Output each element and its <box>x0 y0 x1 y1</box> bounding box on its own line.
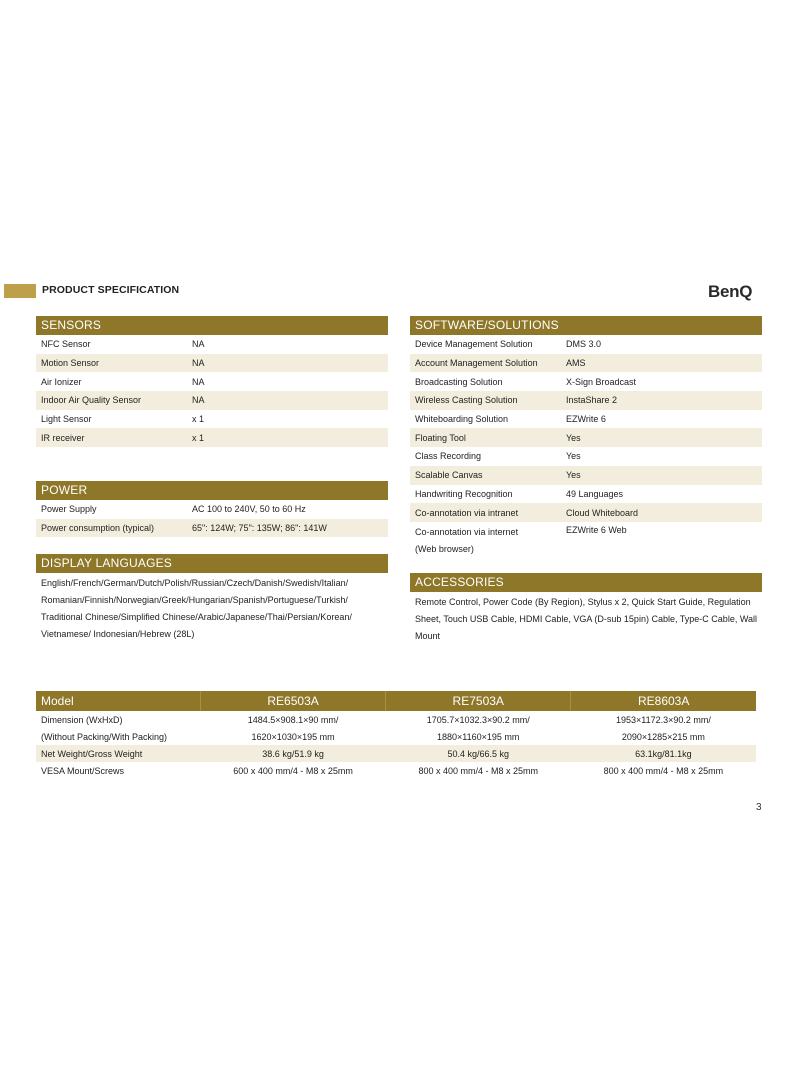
table-row <box>410 485 762 504</box>
column-header-re7503a: RE7503A <box>386 691 571 711</box>
spec-value: Cloud Whiteboard <box>561 503 762 522</box>
accessories-text: Remote Control, Power Code (By Region), Stylus x 2, Quick Start Guide, Regulation Sheet, Touch USB Cable, HDMI Cable, VGA (D-sub 15pin) Cable, Type-C Cable, Wall Mount <box>415 597 757 641</box>
table-row <box>410 354 762 373</box>
table-cell: 1705.7×1032.3×90.2 mm/ <box>426 714 530 725</box>
spec-key: Account Management Solution <box>410 354 561 373</box>
table-cell: 600 x 400 mm/4 - M8 x 25mm <box>233 765 353 776</box>
spec-key: Power consumption (typical) <box>36 519 187 538</box>
spec-key: Power Supply <box>41 504 97 515</box>
page-number: 3 <box>756 802 762 813</box>
spec-value: 49 Languages <box>566 488 624 499</box>
software-table <box>410 335 762 558</box>
spec-key-line-2: (Web browser) <box>415 543 474 554</box>
spec-key: NFC Sensor <box>41 339 91 350</box>
spec-value: NA <box>187 391 388 410</box>
sensors-section <box>36 316 388 447</box>
table-row <box>410 522 762 558</box>
spec-value: EZWrite 6 Web <box>566 524 627 535</box>
table-cell: 50.4 kg/66.5 kg <box>386 745 571 762</box>
display-languages-text: English/French/German/Dutch/Polish/Russian/Czech/Danish/Swedish/Italian/ Romanian/Finnish/Norwegian/Greek/Hungarian/Spanish/Portuguese/Turkish/ Traditional Chinese/Simplified Chinese/Arabic/Japanese/Thai/Persian/Korean/ Vietnamese/ Indonesian/Hebrew (28L) <box>41 578 352 639</box>
table-row <box>410 372 762 391</box>
spec-key: Class Recording <box>415 451 482 462</box>
spec-value: EZWrite 6 <box>566 414 606 425</box>
header-accent-bar <box>4 284 36 298</box>
column-header-re6503a: RE6503A <box>201 691 386 711</box>
table-cell: VESA Mount/Screws <box>41 765 125 776</box>
software-section <box>410 316 762 558</box>
spec-value: NA <box>187 354 388 373</box>
table-row <box>36 335 388 354</box>
brand-logo: BenQ <box>708 282 753 301</box>
spec-key: IR receiver <box>36 428 187 447</box>
spec-value: x 1 <box>192 414 205 425</box>
spec-value: Yes <box>561 428 762 447</box>
table-cell: 63.1kg/81.1kg <box>571 745 756 762</box>
spec-key: Floating Tool <box>410 428 561 447</box>
table-cell: 38.6 kg/51.9 kg <box>201 745 386 762</box>
spec-value: x 1 <box>187 428 388 447</box>
table-row <box>36 372 388 391</box>
spec-key: Wireless Casting Solution <box>410 391 561 410</box>
spec-key: Broadcasting Solution <box>415 376 503 387</box>
spec-key: Indoor Air Quality Sensor <box>36 391 187 410</box>
table-row <box>410 335 762 354</box>
display-languages-section <box>36 554 388 643</box>
table-row <box>36 519 388 538</box>
table-row <box>36 391 388 410</box>
spec-key: Whiteboarding Solution <box>415 414 509 425</box>
spec-key: Handwriting Recognition <box>415 488 513 499</box>
spec-key-line-1: Co-annotation via internet <box>415 526 519 537</box>
display-languages-heading: DISPLAY LANGUAGES <box>36 554 388 573</box>
accessories-section <box>410 573 762 645</box>
spec-key: Co-annotation via intranet <box>410 503 561 522</box>
spec-value: 65": 124W; 75": 135W; 86": 141W <box>187 519 388 538</box>
table-row <box>36 354 388 373</box>
spec-key: Light Sensor <box>41 414 92 425</box>
table-row <box>36 410 388 429</box>
models-section <box>36 691 756 779</box>
spec-key: Scalable Canvas <box>410 466 561 485</box>
spec-value: InstaShare 2 <box>561 391 762 410</box>
table-header-row <box>36 691 756 711</box>
table-row <box>410 410 762 429</box>
table-row <box>36 500 388 519</box>
table-cell: 2090×1285×215 mm <box>621 731 705 742</box>
models-table <box>36 691 756 779</box>
table-row <box>410 503 762 522</box>
table-row <box>410 391 762 410</box>
spec-value: Yes <box>561 466 762 485</box>
spec-key: Motion Sensor <box>36 354 187 373</box>
table-row <box>36 762 756 779</box>
table-cell: 800 x 400 mm/4 - M8 x 25mm <box>418 765 538 776</box>
table-cell: (Without Packing/With Packing) <box>41 731 168 742</box>
table-row <box>36 428 388 447</box>
sensors-table <box>36 335 388 447</box>
table-row <box>410 428 762 447</box>
page-title: PRODUCT SPECIFICATION <box>42 284 180 296</box>
spec-value: NA <box>192 376 205 387</box>
table-row <box>36 728 756 745</box>
spec-value: Yes <box>566 451 581 462</box>
power-heading: POWER <box>36 481 388 500</box>
table-row <box>36 711 756 728</box>
software-heading: SOFTWARE/SOLUTIONS <box>410 316 762 335</box>
sensors-heading: SENSORS <box>36 316 388 335</box>
power-section <box>36 481 388 537</box>
table-cell: Net Weight/Gross Weight <box>36 745 201 762</box>
table-cell: 800 x 400 mm/4 - M8 x 25mm <box>603 765 724 776</box>
table-row <box>410 447 762 466</box>
table-cell: 1484.5×908.1×90 mm/ <box>247 714 339 725</box>
spec-value: DMS 3.0 <box>566 339 602 350</box>
spec-value: AC 100 to 240V, 50 to 60 Hz <box>192 504 306 515</box>
table-cell: 1880×1160×195 mm <box>437 731 520 742</box>
accessories-heading: ACCESSORIES <box>410 573 762 592</box>
spec-key: Air Ionizer <box>41 376 82 387</box>
spec-value: X-Sign Broadcast <box>566 376 637 387</box>
table-row <box>36 745 756 762</box>
spec-value: AMS <box>561 354 762 373</box>
power-table <box>36 500 388 537</box>
table-cell: Dimension (WxHxD) <box>41 714 123 725</box>
table-row <box>410 466 762 485</box>
spec-value: NA <box>192 339 205 350</box>
spec-key <box>410 522 561 558</box>
table-cell: 1620×1030×195 mm <box>251 731 335 742</box>
spec-key: Device Management Solution <box>415 339 533 350</box>
column-header-model: Model <box>36 691 201 711</box>
table-cell: 1953×1172.3×90.2 mm/ <box>615 714 711 725</box>
column-header-re8603a: RE8603A <box>571 691 756 711</box>
